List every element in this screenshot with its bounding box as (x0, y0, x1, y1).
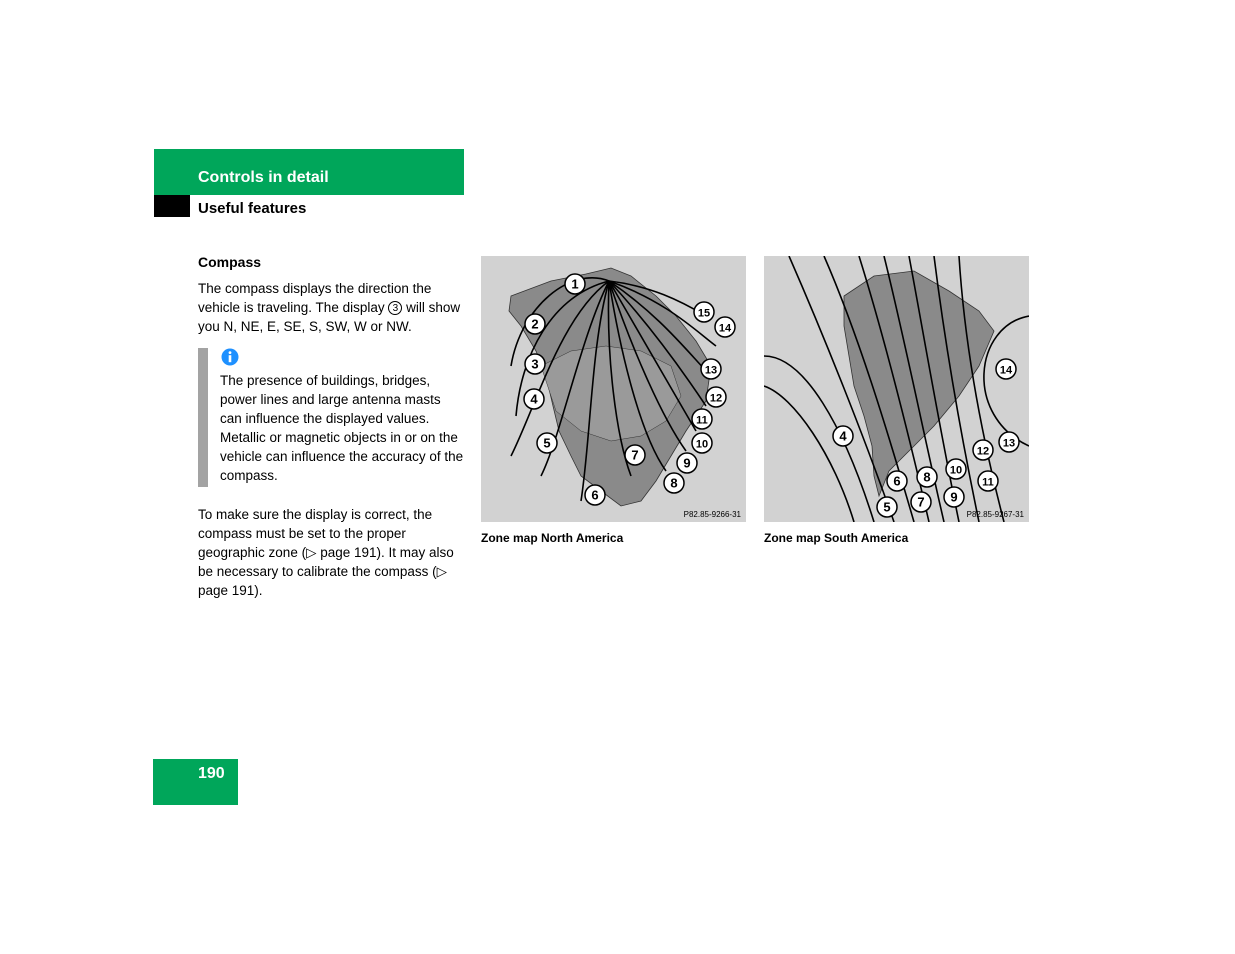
na-zone-badge-12 (706, 387, 726, 407)
svg-text:12: 12 (709, 392, 723, 405)
sa-zone-badge-14 (996, 359, 1016, 379)
na-zone-badge-3 (525, 354, 545, 374)
sa-zone-badge-7 (911, 492, 931, 512)
subsection-title: Useful features (198, 200, 307, 217)
svg-text:9: 9 (950, 489, 958, 505)
na-zone-badge-8 (664, 473, 684, 493)
na-zone-badge-14 (715, 317, 735, 337)
svg-text:7: 7 (917, 494, 925, 510)
svg-text:8: 8 (923, 469, 931, 485)
na-figure-code: P82.85-9266-31 (683, 510, 741, 519)
na-zone-badge-6 (585, 485, 605, 505)
svg-text:9: 9 (683, 455, 691, 471)
svg-text:13: 13 (1002, 437, 1016, 450)
sa-zone-badge-13 (999, 432, 1019, 452)
svg-text:15: 15 (697, 307, 711, 320)
zone-map-south-america (764, 256, 1029, 522)
zone-instructions: To make sure the display is correct, the compass must be set to the proper geographic zone (▷ page 191). It may also be necessary to calibrate the compass (▷ page 191). (198, 507, 454, 598)
na-zone-badge-1 (565, 274, 585, 294)
svg-text:4: 4 (839, 428, 847, 444)
svg-text:14: 14 (718, 322, 732, 335)
svg-text:5: 5 (883, 499, 891, 515)
svg-text:10: 10 (695, 438, 709, 451)
section-title: Controls in detail (198, 169, 329, 186)
sa-zone-badge-5 (877, 497, 897, 517)
svg-text:10: 10 (949, 464, 963, 477)
svg-text:6: 6 (893, 473, 901, 489)
compass-description: The compass displays the direction the vehicle is traveling. The display 3 will show you N, NE, E, SE, S, SW, W or NW. (198, 281, 461, 334)
compass-heading: Compass (198, 254, 262, 270)
sa-zone-badge-11 (978, 471, 998, 491)
info-icon (221, 348, 239, 366)
page-number-box (153, 759, 238, 805)
svg-text:7: 7 (631, 447, 639, 463)
sa-zone-badge-8 (917, 467, 937, 487)
svg-text:11: 11 (696, 414, 708, 427)
na-zone-badge-15 (694, 302, 714, 322)
caption-south-america: Zone map South America (764, 531, 909, 545)
sa-zone-badge-9 (944, 487, 964, 507)
sa-figure-code: P82.85-9267-31 (966, 510, 1024, 519)
zone-map-north-america (481, 256, 746, 522)
subsection-marker (154, 195, 190, 217)
na-zone-badge-11 (692, 409, 712, 429)
svg-text:4: 4 (530, 391, 538, 407)
svg-text:8: 8 (670, 475, 678, 491)
svg-text:1: 1 (571, 276, 579, 292)
sa-zone-badge-6 (887, 471, 907, 491)
svg-text:5: 5 (543, 435, 551, 451)
na-zone-badge-4 (524, 389, 544, 409)
sa-zone-badge-10 (946, 459, 966, 479)
svg-text:3: 3 (531, 356, 539, 372)
svg-text:13: 13 (704, 364, 718, 377)
na-zone-badge-2 (525, 314, 545, 334)
note-bar (198, 348, 208, 487)
sa-zone-badge-12 (973, 440, 993, 460)
na-zone-badge-10 (692, 433, 712, 453)
na-zone-badge-7 (625, 445, 645, 465)
caption-north-america: Zone map North America (481, 531, 624, 545)
svg-text:2: 2 (531, 316, 539, 332)
note-text: The presence of buildings, bridges, power lines and large antenna masts can influence the displayed values. Metallic or magnetic objects in or on the vehicle can influence the accuracy of the compass. (220, 373, 464, 483)
svg-text:12: 12 (976, 445, 990, 458)
svg-text:6: 6 (591, 487, 599, 503)
svg-text:11: 11 (982, 476, 994, 489)
na-zone-badge-13 (701, 359, 721, 379)
sa-zone-badge-4 (833, 426, 853, 446)
svg-text:14: 14 (999, 364, 1013, 377)
na-zone-badge-5 (537, 433, 557, 453)
na-zone-badge-9 (677, 453, 697, 473)
page-number: 190 (198, 765, 225, 782)
display-reference-badge: 3 (388, 301, 402, 315)
